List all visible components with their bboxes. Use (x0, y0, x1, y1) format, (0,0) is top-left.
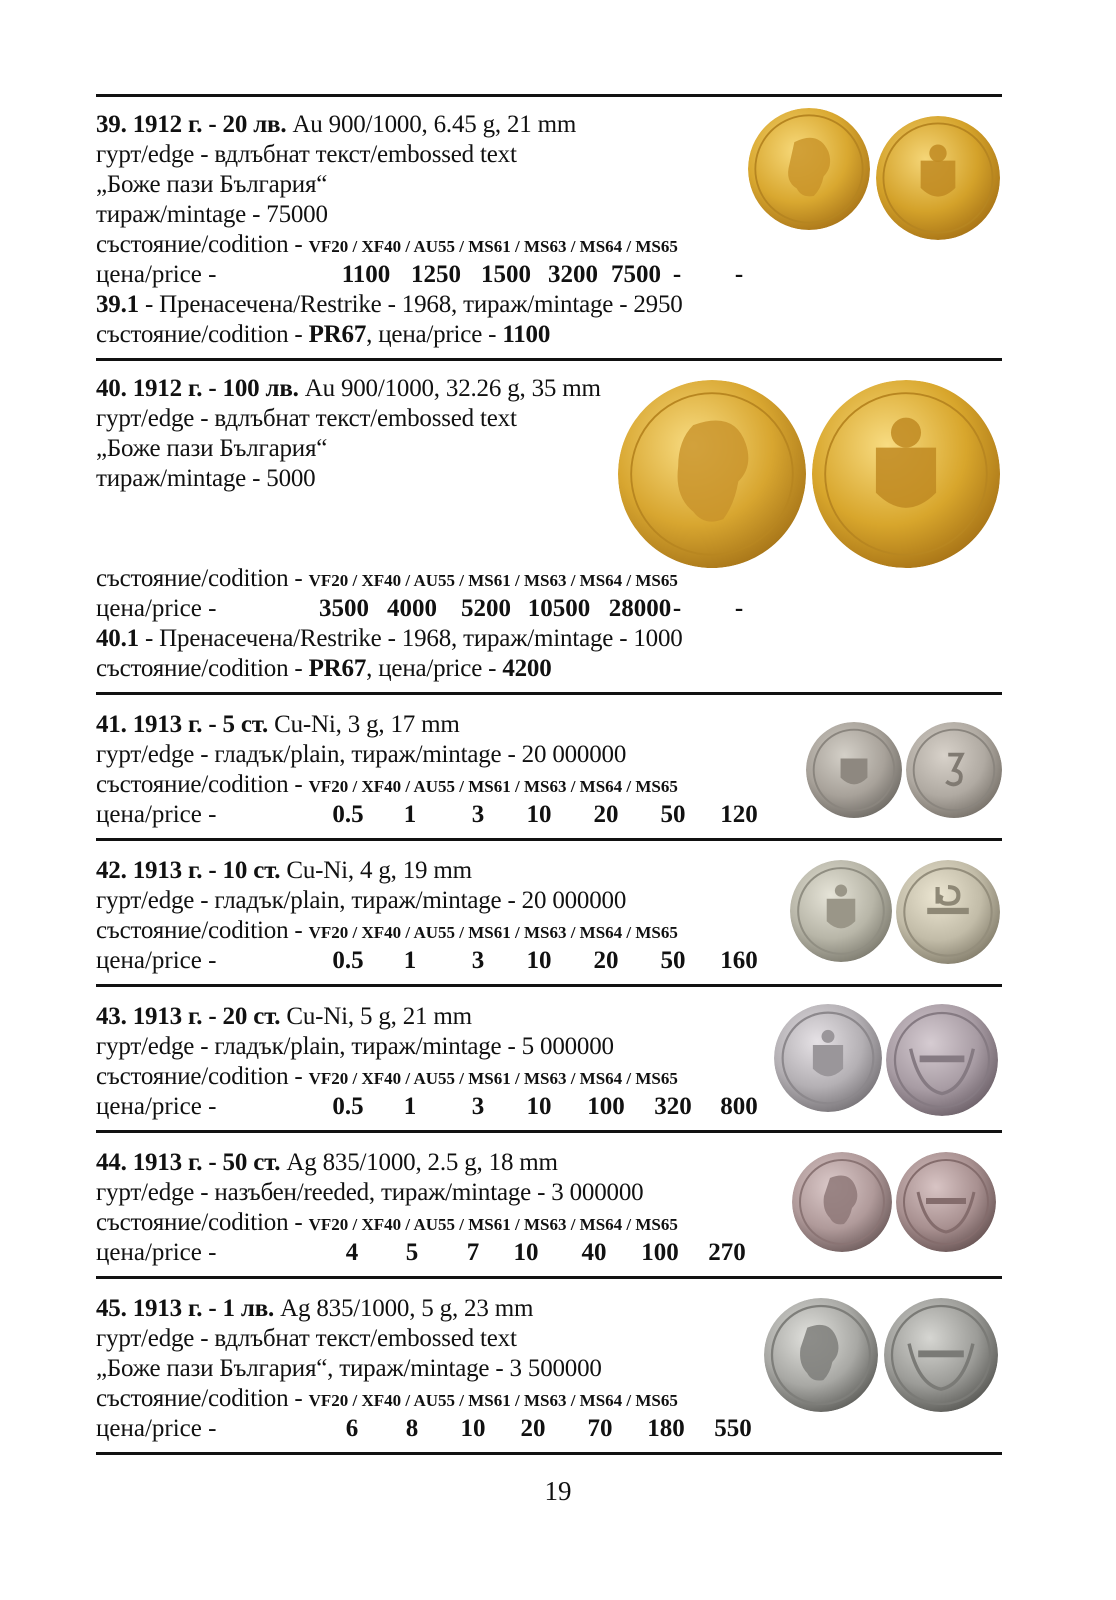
price-label: цена/price - (96, 1093, 217, 1120)
restrike-price-label: , цена/price - (366, 655, 503, 682)
condition-line (96, 1208, 678, 1240)
coin-obverse-image (792, 1152, 892, 1252)
price-vf20: 6 (345, 1415, 359, 1442)
price-vf20: 0.5 (332, 947, 364, 974)
grade-list: VF20 / XF40 / AU55 / MS61 / MS63 / MS64 / MS65 (308, 923, 678, 942)
grade-list: VF20 / XF40 / AU55 / MS61 / MS63 / MS64 / MS65 (308, 777, 678, 796)
restrike-number: 40.1 (96, 625, 139, 652)
restrike-price: 1100 (502, 321, 551, 348)
price-ms65: 550 (714, 1415, 752, 1442)
grade-list: VF20 / XF40 / AU55 / MS61 / MS63 / MS64 / MS65 (308, 237, 678, 256)
price-label: цена/price - (96, 261, 217, 288)
price-ms64: 180 (647, 1415, 685, 1442)
coin-obverse-image (764, 1298, 878, 1412)
price-ms63: 7500 (611, 261, 661, 288)
entry-line: гурт/edge - вдлъбнат текст/embossed text (96, 405, 517, 432)
condition-label: състояние/codition - (96, 565, 309, 592)
price-label: цена/price - (96, 947, 217, 974)
price-xf40: 1 (403, 1093, 417, 1120)
condition-line (96, 1384, 678, 1416)
divider (96, 838, 1002, 841)
coin-obverse-image (790, 860, 892, 962)
entry-spec: Cu-Ni, 4 g, 19 mm (280, 857, 472, 884)
grade-list: VF20 / XF40 / AU55 / MS61 / MS63 / MS64 / MS65 (308, 571, 678, 590)
price-ms61: 10500 (527, 595, 591, 622)
price-ms65: 120 (720, 801, 758, 828)
price-xf40: 5 (405, 1239, 419, 1266)
restrike-condition (96, 320, 550, 350)
entry-spec: Au 900/1000, 6.45 g, 21 mm (286, 111, 577, 138)
entry-title: 41. 1913 г. - 5 ст. (96, 711, 269, 738)
coin-obverse-image (774, 1004, 882, 1112)
entry-title: 44. 1913 г. - 50 ст. (96, 1149, 281, 1176)
restrike-line (96, 624, 683, 654)
price-au55: 1500 (481, 261, 531, 288)
entry-line: „Боже пази България“ (96, 435, 328, 462)
price-ms64: 100 (641, 1239, 679, 1266)
entry-line: „Боже пази България“ (96, 171, 328, 198)
price-ms63: 70 (587, 1415, 613, 1442)
condition-line (96, 230, 678, 262)
price-vf20: 4 (345, 1239, 359, 1266)
entry-heading (96, 710, 460, 740)
coin-reverse-image (886, 1004, 998, 1116)
price-label: цена/price - (96, 801, 217, 828)
divider (96, 1130, 1002, 1133)
entry-spec: Ag 835/1000, 2.5 g, 18 mm (280, 1149, 558, 1176)
price-ms65: - (734, 261, 744, 288)
price-xf40: 1 (403, 801, 417, 828)
entry-heading (96, 374, 601, 404)
condition-label: състояние/codition - (96, 1385, 309, 1412)
price-ms61: 10 (526, 1093, 552, 1120)
coin-reverse-image (896, 860, 1000, 964)
price-vf20: 1100 (341, 261, 391, 288)
entry-line: гурт/edge - вдлъбнат текст/embossed text (96, 1325, 517, 1352)
price-xf40: 4000 (387, 595, 437, 622)
restrike-line (96, 290, 683, 320)
price-vf20: 0.5 (332, 1093, 364, 1120)
coin-obverse-image (806, 722, 902, 818)
entry-line: тираж/mintage - 5000 (96, 465, 316, 492)
entry-line: гурт/edge - гладък/plain, тираж/mintage - 5 000000 (96, 1033, 614, 1060)
restrike-condition (96, 654, 552, 684)
price-ms65: 160 (720, 947, 758, 974)
entry-heading (96, 1002, 472, 1032)
price-ms64: 50 (660, 947, 686, 974)
condition-line (96, 564, 678, 596)
restrike-grade: PR67 (308, 655, 367, 682)
price-label: цена/price - (96, 1415, 217, 1442)
price-ms64: 50 (660, 801, 686, 828)
restrike-grade: PR67 (308, 321, 367, 348)
grade-list: VF20 / XF40 / AU55 / MS61 / MS63 / MS64 / MS65 (308, 1391, 678, 1410)
price-ms64: - (672, 261, 682, 288)
restrike-price-label: , цена/price - (366, 321, 503, 348)
price-ms61: 10 (513, 1239, 539, 1266)
entry-spec: Cu-Ni, 3 g, 17 mm (268, 711, 460, 738)
entry-title: 45. 1913 г. - 1 лв. (96, 1295, 275, 1322)
entry-heading (96, 1148, 558, 1178)
price-ms65: 800 (720, 1093, 758, 1120)
entry-heading (96, 856, 472, 886)
coin-reverse-image (884, 1298, 998, 1412)
entry-heading (96, 110, 576, 140)
price-au55: 7 (466, 1239, 480, 1266)
condition-label: състояние/codition - (96, 1063, 309, 1090)
coin-reverse-image (896, 1152, 996, 1252)
coin-reverse-image (812, 380, 1000, 568)
coin-obverse-image (748, 108, 870, 230)
price-ms61: 10 (526, 801, 552, 828)
divider (96, 984, 1002, 987)
condition-label: състояние/codition - (96, 321, 309, 348)
price-au55: 3 (471, 947, 485, 974)
entry-line: „Боже пази България“, тираж/mintage - 3 500000 (96, 1355, 602, 1382)
entry-line: гурт/edge - гладък/plain, тираж/mintage - 20 000000 (96, 887, 627, 914)
entry-title: 42. 1913 г. - 10 ст. (96, 857, 281, 884)
condition-line (96, 916, 678, 948)
price-ms65: - (734, 595, 744, 622)
price-ms64: - (672, 595, 682, 622)
price-vf20: 3500 (319, 595, 369, 622)
divider (96, 692, 1002, 695)
condition-label: състояние/codition - (96, 655, 309, 682)
entry-title: 40. 1912 г. - 100 лв. (96, 375, 299, 402)
entry-line: гурт/edge - вдлъбнат текст/embossed text (96, 141, 517, 168)
price-ms63: 28000 (608, 595, 672, 622)
restrike-text: - Пренасечена/Restrike - 1968, тираж/mintage - 2950 (138, 291, 683, 318)
price-label: цена/price - (96, 595, 217, 622)
price-ms63: 40 (581, 1239, 607, 1266)
entry-spec: Cu-Ni, 5 g, 21 mm (280, 1003, 472, 1030)
coin-obverse-image (618, 380, 806, 568)
condition-label: състояние/codition - (96, 231, 309, 258)
restrike-price: 4200 (502, 655, 552, 682)
entry-spec: Au 900/1000, 32.26 g, 35 mm (298, 375, 601, 402)
price-ms63: 20 (593, 801, 619, 828)
price-ms61: 10 (526, 947, 552, 974)
entry-line: гурт/edge - гладък/plain, тираж/mintage - 20 000000 (96, 741, 627, 768)
price-xf40: 1 (403, 947, 417, 974)
restrike-number: 39.1 (96, 291, 139, 318)
page-number: 19 (544, 1476, 572, 1506)
condition-label: състояние/codition - (96, 771, 309, 798)
price-ms64: 320 (654, 1093, 692, 1120)
divider (96, 1452, 1002, 1455)
entry-spec: Ag 835/1000, 5 g, 23 mm (274, 1295, 534, 1322)
price-vf20: 0.5 (332, 801, 364, 828)
price-xf40: 8 (405, 1415, 419, 1442)
coin-reverse-image (906, 722, 1002, 818)
entry-line: гурт/edge - назъбен/reeded, тираж/mintage - 3 000000 (96, 1179, 644, 1206)
divider (96, 1276, 1002, 1279)
entry-heading (96, 1294, 533, 1324)
price-au55: 3 (471, 1093, 485, 1120)
grade-list: VF20 / XF40 / AU55 / MS61 / MS63 / MS64 / MS65 (308, 1215, 678, 1234)
price-au55: 5200 (461, 595, 511, 622)
condition-line (96, 770, 678, 802)
price-au55: 10 (460, 1415, 486, 1442)
price-xf40: 1250 (411, 261, 461, 288)
price-ms61: 3200 (548, 261, 598, 288)
price-ms65: 270 (708, 1239, 746, 1266)
price-label: цена/price - (96, 1239, 217, 1266)
condition-line (96, 1062, 678, 1094)
entry-line: тираж/mintage - 75000 (96, 201, 328, 228)
restrike-text: - Пренасечена/Restrike - 1968, тираж/mintage - 1000 (138, 625, 683, 652)
price-ms61: 20 (520, 1415, 546, 1442)
price-ms63: 20 (593, 947, 619, 974)
divider (96, 94, 1002, 97)
condition-label: състояние/codition - (96, 917, 309, 944)
divider (96, 358, 1002, 361)
entry-title: 43. 1913 г. - 20 ст. (96, 1003, 281, 1030)
entry-title: 39. 1912 г. - 20 лв. (96, 111, 287, 138)
grade-list: VF20 / XF40 / AU55 / MS61 / MS63 / MS64 / MS65 (308, 1069, 678, 1088)
price-ms63: 100 (587, 1093, 625, 1120)
price-au55: 3 (471, 801, 485, 828)
condition-label: състояние/codition - (96, 1209, 309, 1236)
coin-reverse-image (876, 116, 1000, 240)
